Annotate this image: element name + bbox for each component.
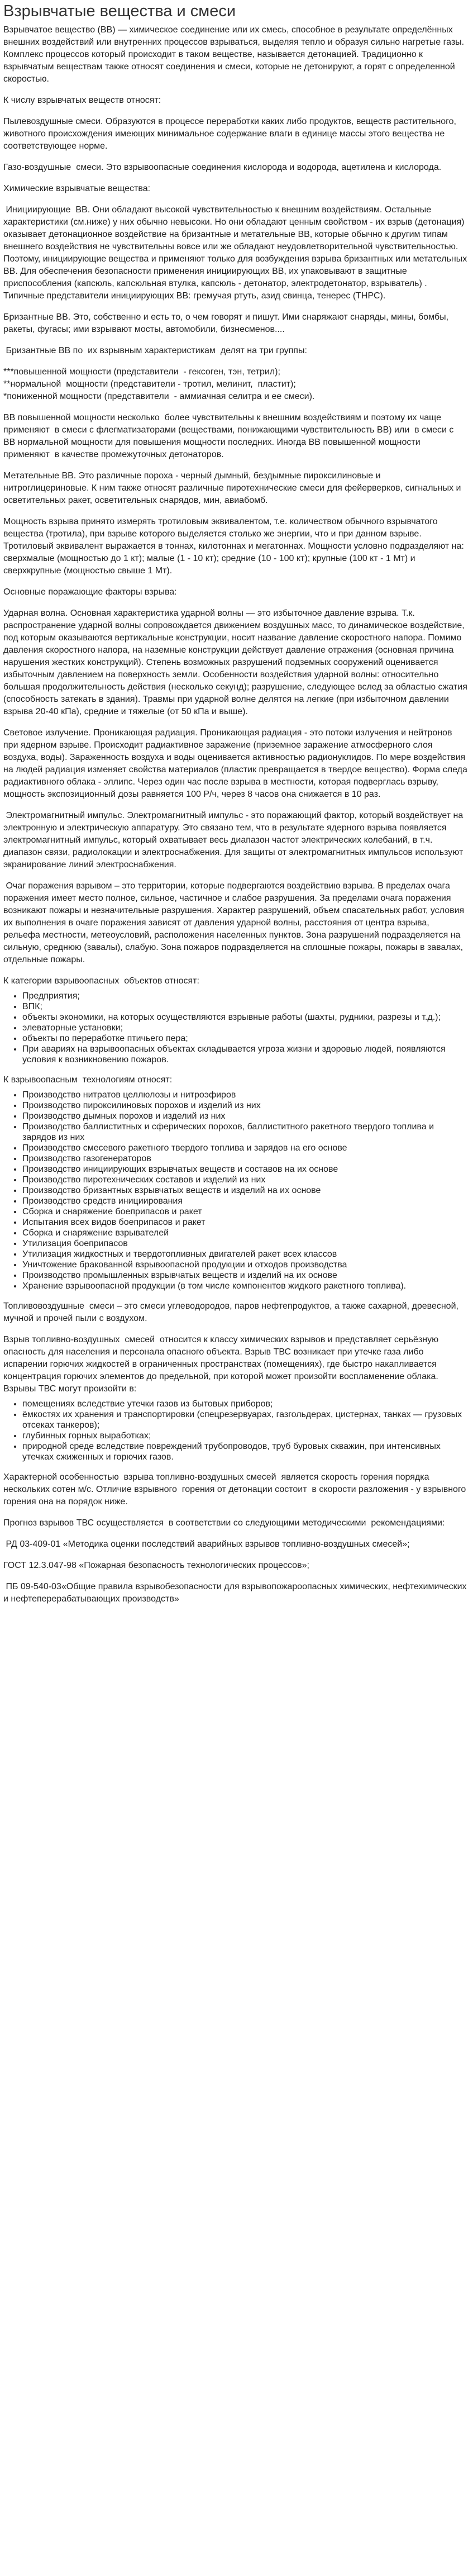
list-item: • При авариях на взрывоопасных объектах складывается угроза жизни и здоровью людей, появляются условия к возникновению пожаров. — [22, 1044, 467, 1065]
propellant-paragraph: Метательные ВВ. Это различные пороха - черный дымный, бездымные пироксилиновые и нитроглицериновые. К ним также относят различные пиротехнические смеси для фейерверков, сигнальных и осветительных ракет, осветительных снарядов, мин, авиабомб. — [3, 471, 464, 505]
list-item: • глубинных горных выработках; — [22, 1430, 467, 1441]
dust-mixtures-paragraph: Пылевоздушные смеси. Образуются в процессе переработки каких либо продуктов, веществ растительного, животного происхождения имеющих минимальное содержание влаги в единице массы этого вещества не соответствующее норме. — [3, 117, 459, 151]
categories-list — [3, 991, 467, 1065]
doc-reference-3: ПБ 09-540-03«Общие правила взрывобезопасности для взрывопожароопасных химических, нефтехимических и нефтеперерабатывающих производств» — [3, 1582, 469, 1604]
list-item: • Производство газогенераторов — [22, 1153, 467, 1164]
list-item: • ВПК; — [22, 1001, 467, 1012]
fuel-air-paragraph: Топливовоздушные смеси – это смеси углеводородов, паров нефтепродуктов, а также сахарной, древесной, мучной и прочей пыли с воздухом. — [3, 1301, 461, 1323]
list-item: • Производство инициирующих взрывчатых веществ и составов на их основе — [22, 1164, 467, 1175]
damage-zone-paragraph: Очаг поражения взрывом – это территории, которые подвергаются воздействию взрыва. В пределах очага поражения имеет место полное, сильное, частичное и слабое разрушения. За пределами очага поражения возникают пожары и незначительные разрушения. Характер разрушений, объем спасательных работ, условия их выполнения в очаге поражения зависят от давления ударной волны, расстояния от центра взрыва, рельефа местности, метеоусловий, расположения населенных пунктов. Зона разрушений подразделяется на сильную, среднюю (завалы), слабую. Зона пожаров подразделяется на сплошные пожары, пожары в завалах, отдельные пожары. — [3, 881, 467, 964]
list-item: • Сборка и снаряжение боеприпасов и ракет — [22, 1206, 467, 1217]
forecast-paragraph: Прогноз взрывов ТВС осуществляется в соответствии со следующими методическими рекомендациями: — [3, 1518, 445, 1528]
shock-wave-paragraph: Ударная волна. Основная характеристика ударной волны — это избыточное давление взрыва. Т.к. распространение ударной волны сопровождается движением воздушных масс, то динамическое воздействие, под которым оказываются вертикальные конструкции, носит название давление скоростного напора. Помимо давления скоростного напора, на наземные конструкции действует давление отражения (основная причина нарушения жестких конструкций). Степень возможных разрушений подземных сооружений оценивается избыточным давлением на поверхность земли. Особенности воздействия ударной волны: относительно большая продолжительность действия (несколько секунд); разрушение, следующее вслед за областью сжатия (способность затекать в здания). Травмы при ударной волне делятся на легкие (при избыточном давлении взрыва 20-40 кПа), средние и тяжелые (от 50 кПа и выше). — [3, 609, 470, 716]
intro-paragraph: Взрывчатое вещество (ВВ) — химическое соединение или их смесь, способное в результате определённых внешних воздействий или внутренних процессов взрываться, выделяя тепло и образуя сильно нагретые газы. Комплекс процессов который происходит в таком веществе, называется детонацией. Традиционно к взрывчатым веществам также относят соединения и смеси, которые не детонируют, а горят с определенной скоростью. — [3, 25, 467, 84]
list-item: • объекты по переработке птичьего пера; — [22, 1033, 467, 1044]
list-item: • элеваторные установки; — [22, 1023, 467, 1033]
list-item: • Производство средств инициирования — [22, 1196, 467, 1206]
list-item: • Хранение взрывоопасной продукции (в том числе компонентов жидкого ракетного топлива). — [22, 1281, 467, 1291]
factors-heading: Основные поражающие факторы взрыва: — [3, 587, 177, 597]
doc-reference-2: ГОСТ 12.3.047-98 «Пожарная безопасность технологических процессов»; — [3, 1561, 309, 1570]
list-item: • Производство бризантных взрывчатых веществ и изделий на их основе — [22, 1185, 467, 1196]
list-item: • Производство пиротехнических составов и изделий из них — [22, 1175, 467, 1185]
list-item: • Испытания всех видов боеприпасов и ракет — [22, 1217, 467, 1228]
list-item: • Производство дымных порохов и изделий из них — [22, 1111, 467, 1121]
list-item: • ёмкостях их хранения и транспортировки (спецрезервуарах, газгольдерах, цистернах, танках — грузовых отсеках танкеров); — [22, 1409, 467, 1430]
list-item: • Уничтожение бракованной взрывоопасной продукции и отходов производства — [22, 1260, 467, 1270]
list-item: • Утилизация жидкостных и твердотопливных двигателей ракет всех классов — [22, 1249, 467, 1260]
light-radiation-paragraph: Световое излучение. Проникающая радиация. Проникающая радиация - это потоки излучения и нейтронов при ядерном взрыве. Происходит радиактивное заражение (приземное заражение атмосферного слоя воздуха, воды). Зараженность воздуха и воды оценивается активностью радионуклидов. По мере воздействия на людей радиация изменяет свойства материалов (пластик превращается в твердое вещество). Форма следа радиактивного облака - эллипс. Через один час после взрыва в местности, которая подверглась взрыву, мощность экспозиционный дозы равняется 100 Р/ч, через 8 часов она снижается в 10 раз. — [3, 728, 470, 799]
doc-reference-1: РД 03-409-01 «Методика оценки последствий аварийных взрывов топливно-воздушных смесей»; — [3, 1539, 410, 1549]
high-power-paragraph: ВВ повышенной мощности несколько более чувствительны к внешним воздействиям и поэтому их чаще применяют в смеси с флегматизаторами (веществами, понижающими чувствительность ВВ) или в смеси с ВВ нормальной мощности для повышения мощности последних. Иногда ВВ повышенной мощности применяют в качестве промежуточных детонаторов. — [3, 413, 456, 459]
fuel-air-explosion-paragraph: Взрыв топливно-воздушных смесей относится к классу химических взрывов и представляет серьёзную опасность для населения и персонала опасного объекта. Взрыв ТВС возникает при утечке газа либо испарении горючих жидкостей в ограниченных пространствах (помещениях), где быстро накапливается концентрация горючих элементов до предельной, при которой может произойти воспламенение облака. Взрывы ТВС могут произойти в: — [3, 1335, 441, 1394]
list-item: • Утилизация боеприпасов — [22, 1238, 467, 1249]
list-item: • природной среде вследствие повреждений трубопроводов, труб буровых скважин, при интенсивных утечках сжиженных и горючих газов. — [22, 1441, 467, 1462]
list-item: • объекты экономики, на которых осуществляются взрывные работы (шахты, рудники, разрезы и т.д.); — [22, 1012, 467, 1023]
list-item: • Производство пироксилиновых порохов и изделий из них — [22, 1100, 467, 1111]
fuel-air-places-list — [3, 1399, 467, 1462]
list-item: • Сборка и снаряжение взрывателей — [22, 1228, 467, 1238]
list-item: • Производство промышленных взрывчатых веществ и изделий на их основе — [22, 1270, 467, 1281]
emp-paragraph: Электромагнитный импульс. Электромагнитный импульс - это поражающий фактор, который воздействует на электронную и электрическую аппаратуру. Это связано тем, что в результате ядерного взрыва появляется электромагнитный импульс, который охватывает весь диапазон частот электрических колебаний, в т.ч. диапазон связи, радиолокации и электроснабжения. Для защиты от электромагнитных импульсов используют экранирование линий электроснабжения. — [3, 811, 466, 869]
power-classes-paragraph: ***повышенной мощности (представители - гексоген, тэн, тетрил); **нормальной мощности (представители - тротил, мелинит, пластит); *пониженной мощности (представители - аммиачная селитра и ее смеси). — [3, 367, 315, 401]
list-item: • Производство смесевого ракетного твердого топлива и зарядов на его основе — [22, 1143, 467, 1153]
chem-heading: Химические взрывчатые вещества: — [3, 184, 151, 193]
technologies-list — [3, 1090, 467, 1291]
technologies-heading: К взрывоопасным технологиям относят: — [3, 1075, 173, 1085]
brisant-groups-paragraph: Бризантные ВВ по их взрывным характеристикам делят на три группы: — [3, 346, 307, 355]
list-item: • Производство нитратов целлюлозы и нитроэфиров — [22, 1090, 467, 1100]
list-item: • Производство баллиститных и сферических порохов, баллиститного ракетного твердого топлива и зарядов из них — [22, 1121, 467, 1143]
tnt-equivalent-paragraph: Мощность взрыва принято измерять тротиловым эквивалентом, т.е. количеством обычного взрывчатого вещества (тротила), при взрыве которого выделяется столько же энергии, что и при данном взрыве. Тротиловый эквивалент выражается в тоннах, килотоннах и мегатоннах. Мощности условно подразделяют на: сверхмалые (мощностью до 1 кт); малые (1 - 10 кт); средние (10 - 100 кт); крупные (100 кт - 1 Мт) и сверхкрупные (мощностью свыше 1 Мт). — [3, 517, 467, 576]
types-heading: К числу взрывчатых веществ относят: — [3, 96, 161, 105]
list-item: • Предприятия; — [22, 991, 467, 1001]
list-item: • помещениях вследствие утечки газов из бытовых приборов; — [22, 1399, 467, 1409]
fuel-air-feature-paragraph: Характерной особенностью взрыва топливно-воздушных смесей является скорость горения порядка нескольких сотен м/с. Отличие взрывного горения от детонации состоит в скорости разложения - у взрывного горения она на порядок ниже. — [3, 1472, 471, 1506]
gas-mixtures-paragraph: Газо-воздушные смеси. Это взрывоопасные соединения кислорода и водорода, ацетилена и кислорода. — [3, 163, 442, 172]
categories-heading: К категории взрывоопасных объектов относят: — [3, 976, 199, 986]
initiating-paragraph: Инициирующие ВВ. Они обладают высокой чувствительностью к внешним воздействиям. Остальные характеристики (см.ниже) у них обычно невысоки. Но они обладают ценным свойством - их взрыв (детонация) оказывает детонационное воздействие на бризантные и метательные ВВ, которые обычно к другим типам внешнего воздействия не чувствительны вовсе или же обладают неудовлетворительной чувствительностью. Поэтому, инициирующие вещества и применяют только для возбуждения взрыва бризантных или метательных ВВ. Для обеспечения безопасности применения инициирующих ВВ, их упаковывают в защитные приспособления (капсюль, капсюльная втулка, капсюль - детонатор, электродетонатор, взрыватель) . Типичные представители инициирующих ВВ: гремучая ртуть, азид свинца, тенерес (ТНРС). — [3, 205, 470, 301]
brisant-paragraph: Бризантные ВВ. Это, собственно и есть то, о чем говорят и пишут. Ими снаряжают снаряды, мины, бомбы, ракеты, фугасы; ими взрывают мосты, автомобили, бизнесменов.... — [3, 312, 451, 334]
page-title: Взрывчатые вещества и смеси — [3, 2, 236, 20]
